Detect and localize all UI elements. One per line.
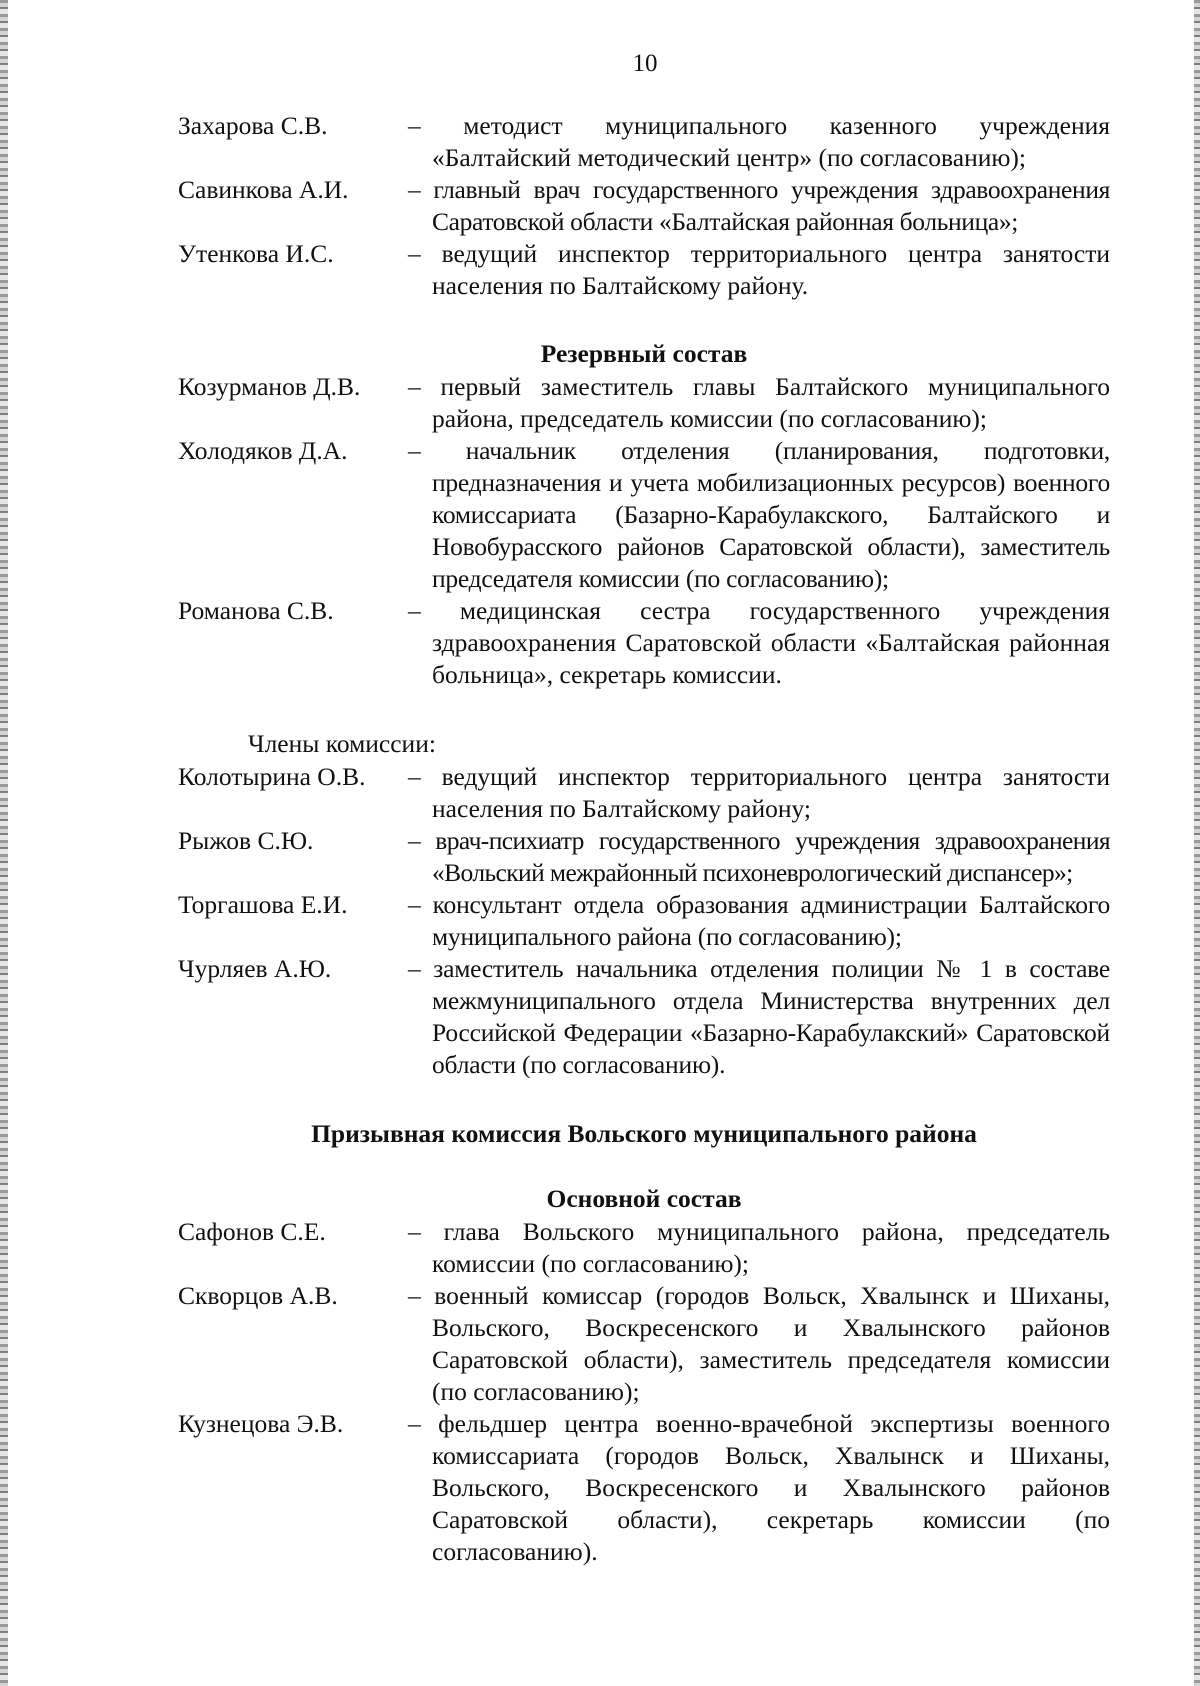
list-item [178,238,1110,302]
list-item [178,761,1110,825]
member-role: – врач-психиатр государственного учреждения здравоохранения «Вольский межрайонный психоневрологический диспансер»; [408,826,1110,887]
member-role: – ведущий инспектор территориального центра занятости населения по Балтайскому району; [408,762,1110,823]
member-role: – методист муниципального казенного учреждения «Балтайский методический центр» (по согласованию); [408,111,1110,172]
list-item [178,174,1110,238]
member-name: Савинкова А.И. [178,175,349,204]
list-item [178,371,1110,435]
member-role: – заместитель начальника отделения полиции № 1 в составе межмуниципального отдела Министерства внутренних дел Российской Федерации «Базарно-Карабулакский» Саратовской области (по согласованию). [408,954,1110,1079]
member-name: Торгашова Е.И. [178,890,348,919]
member-role: – консультант отдела образования администрации Балтайского муниципального района (по согласованию); [408,890,1110,951]
member-name: Рыжов С.Ю. [178,826,314,855]
scan-edge-right [1194,0,1200,1686]
members-heading: Члены комиссии: [248,729,436,758]
member-role: – медицинская сестра государственного учреждения здравоохранения Саратовской области «Балтайская районная больница», секретарь комиссии. [408,596,1110,689]
list-item [178,110,1110,174]
member-role: – фельдшер центра военно-врачебной экспертизы военного комиссариата (городов Вольск, Хвалынск и Шиханы, Вольского, Воскресенского и Хвалынского районов Саратовской области), секретарь комиссии (по согласованию). [408,1409,1110,1566]
scan-edge-left [0,0,8,1686]
reserve-list [178,371,1110,691]
page-number: 10 [632,50,658,77]
member-role: – главный врач государственного учреждения здравоохранения Саратовской области «Балтайская районная больница»; [408,175,1110,236]
member-name: Сафонов С.Е. [178,1217,326,1246]
list-item [178,1216,1110,1280]
member-role: – ведущий инспектор территориального центра занятости населения по Балтайскому району. [408,239,1110,300]
member-name: Холодяков Д.А. [178,436,348,465]
list-item [178,825,1110,889]
list-item [178,595,1110,691]
list-item [178,953,1110,1081]
member-name: Скворцов А.В. [178,1281,338,1310]
list-item [178,889,1110,953]
list-item [178,1280,1110,1408]
member-role: – глава Вольского муниципального района, председатель комиссии (по согласованию); [408,1217,1110,1278]
list-item [178,435,1110,595]
member-role: – военный комиссар (городов Вольск, Хвалынск и Шиханы, Вольского, Воскресенского и Хвалынского районов Саратовской области), заместитель председателя комиссии (по согласованию); [408,1281,1110,1406]
members-list [178,761,1110,1081]
member-name: Колотырина О.В. [178,762,366,791]
list-item [178,1408,1110,1568]
member-role: – первый заместитель главы Балтайского муниципального района, председатель комиссии (по согласованию); [408,372,1110,433]
main-heading: Основной состав [546,1184,742,1213]
member-name: Захарова С.В. [178,111,328,140]
reserve-heading: Резервный состав [540,339,748,368]
member-name: Утенкова И.С. [178,239,334,268]
member-role: – начальник отделения (планирования, подготовки, предназначения и учета мобилизационных ресурсов) военного комиссариата (Базарно-Карабулакского, Балтайского и Новобурасского районов Саратовской области), заместитель председателя комиссии (по согласованию); [408,436,1110,593]
member-name: Романова С.В. [178,596,334,625]
group1-list [178,110,1110,302]
member-name: Чурляев А.Ю. [178,954,332,983]
member-name: Кузнецова Э.В. [178,1409,344,1438]
commission-heading: Призывная комиссия Вольского муниципального района [311,1119,977,1148]
member-name: Козурманов Д.В. [178,372,361,401]
main-list [178,1216,1110,1568]
